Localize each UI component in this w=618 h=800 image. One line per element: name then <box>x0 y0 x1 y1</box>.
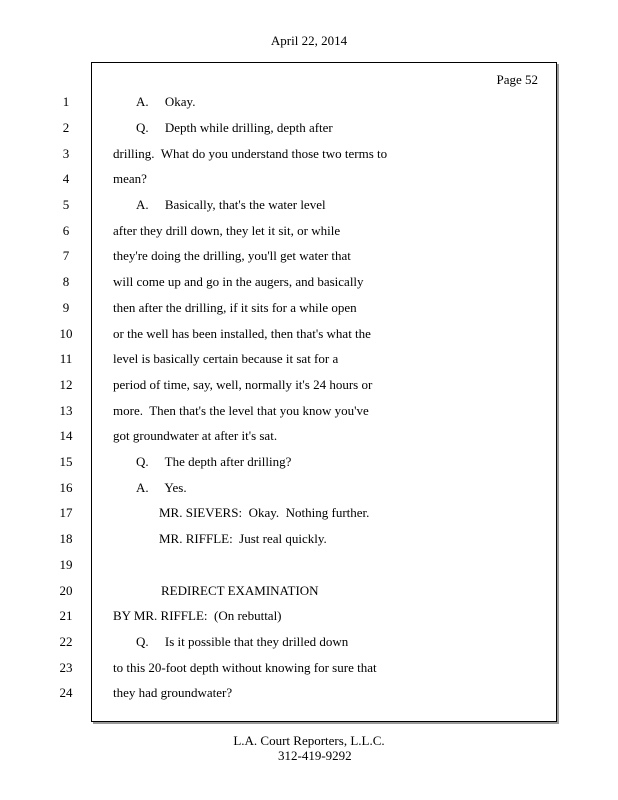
line-number: 18 <box>59 531 73 546</box>
transcript-line: they had groundwater? <box>113 685 233 700</box>
transcript-line: Q. Depth while drilling, depth after <box>136 120 333 135</box>
line-number: 24 <box>59 685 73 700</box>
transcript-line: A. Basically, that's the water level <box>136 197 326 212</box>
line-number: 4 <box>62 171 70 186</box>
transcript-line: got groundwater at after it's sat. <box>113 428 278 443</box>
line-number: 8 <box>62 274 70 289</box>
line-number: 7 <box>62 248 70 263</box>
footer-company: L.A. Court Reporters, L.L.C. <box>233 733 385 748</box>
transcript-line: BY MR. RIFFLE: (On rebuttal) <box>113 608 282 623</box>
line-number: 17 <box>59 505 73 520</box>
transcript-line: then after the drilling, if it sits for a while open <box>113 300 357 315</box>
transcript-line: mean? <box>113 171 147 186</box>
transcript-line: Q. The depth after drilling? <box>136 454 292 469</box>
line-number: 22 <box>59 634 73 649</box>
line-number: 13 <box>59 403 73 418</box>
section-heading: REDIRECT EXAMINATION <box>161 583 319 598</box>
line-number: 9 <box>62 300 70 315</box>
transcript-line: level is basically certain because it sat for a <box>113 351 339 366</box>
transcript-line: or the well has been installed, then that's what the <box>113 326 371 341</box>
line-number: 3 <box>62 146 70 161</box>
line-number: 19 <box>59 557 73 572</box>
footer-phone: 312-419-9292 <box>278 748 352 763</box>
transcript-line: MR. RIFFLE: Just real quickly. <box>159 531 327 546</box>
page-date: April 22, 2014 <box>270 33 348 48</box>
line-number: 2 <box>62 120 70 135</box>
line-number: 5 <box>62 197 70 212</box>
line-number: 16 <box>59 480 73 495</box>
line-number: 21 <box>59 608 73 623</box>
transcript-line: A. Okay. <box>136 94 196 109</box>
line-number: 15 <box>59 454 73 469</box>
line-number: 20 <box>59 583 73 598</box>
transcript-line: they're doing the drilling, you'll get water that <box>113 248 351 263</box>
line-number: 12 <box>59 377 73 392</box>
line-number: 11 <box>59 351 73 366</box>
line-number: 14 <box>59 428 73 443</box>
transcript-line: drilling. What do you understand those two terms to <box>113 146 388 161</box>
transcript-line: period of time, say, well, normally it's 24 hours or <box>113 377 373 392</box>
transcript-line: more. Then that's the level that you know you've <box>113 403 369 418</box>
transcript-line: Q. Is it possible that they drilled down <box>136 634 349 649</box>
line-number: 1 <box>62 94 70 109</box>
line-number: 10 <box>59 326 73 341</box>
transcript-line: A. Yes. <box>136 480 187 495</box>
transcript-line: MR. SIEVERS: Okay. Nothing further. <box>159 505 370 520</box>
line-number: 23 <box>59 660 73 675</box>
line-number: 6 <box>62 223 70 238</box>
transcript-line: to this 20-foot depth without knowing for sure that <box>113 660 377 675</box>
transcript-line: will come up and go in the augers, and basically <box>113 274 364 289</box>
transcript-line: after they drill down, they let it sit, or while <box>113 223 341 238</box>
page-number: Page 52 <box>496 72 538 87</box>
